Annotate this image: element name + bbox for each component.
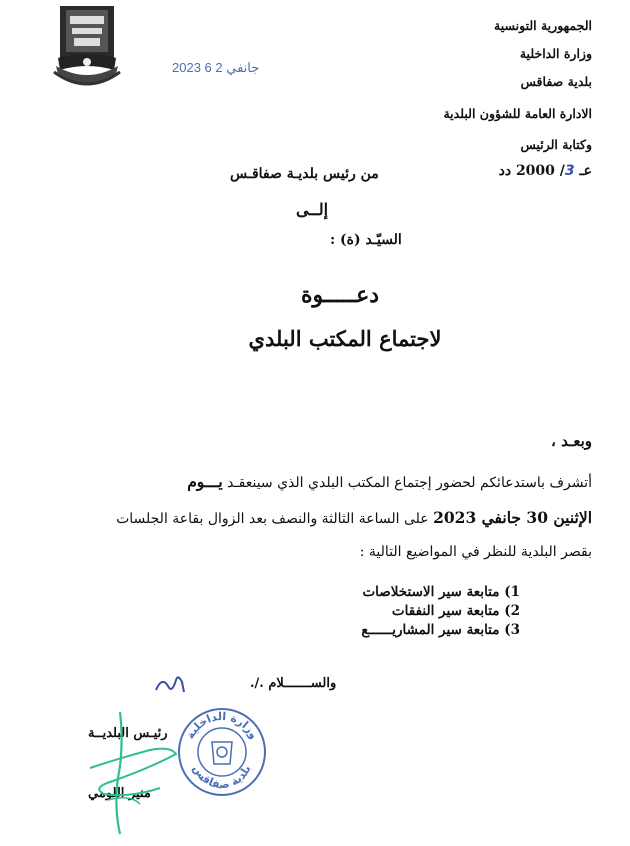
agenda-item-number: 1) — [504, 584, 520, 600]
agenda-list — [260, 584, 520, 641]
agenda-item — [260, 603, 520, 622]
reference-prefix: عـ — [579, 163, 592, 179]
reference-suffix: دد — [498, 163, 512, 179]
seal-top-text: وزارة الداخلية — [183, 709, 261, 742]
document-subtitle: لاجتماع المكتب البلدي — [248, 326, 442, 351]
reference-number: عـ 3/ 2000 دد — [498, 163, 592, 179]
municipality-logo — [52, 0, 122, 88]
body-line-1 — [187, 472, 592, 491]
closing-line: والســـــــلام ./. — [250, 676, 337, 691]
recipient-line: السيّـد (ة) : — [330, 232, 402, 248]
svg-text:وزارة الداخلية — [183, 710, 260, 741]
seal-bottom-text: بلدية صفاقس — [190, 762, 254, 792]
to-line: إلــى — [296, 200, 329, 219]
header-ministry: وزارة الداخلية — [519, 46, 592, 61]
body-line-2 — [116, 508, 592, 527]
agenda-item — [260, 584, 520, 603]
meeting-date: الإثنين 30 جانفي 2023 — [433, 508, 592, 527]
header-municipality: بلدية صفاقس — [520, 74, 592, 89]
reference-number-value: 2000 — [515, 163, 555, 179]
agenda-item — [260, 622, 520, 641]
body-line-3: بقصر البلدية للنظر في المواضيع التالية : — [359, 544, 592, 560]
header-department: الادارة العامة للشؤون البلدية — [443, 106, 592, 121]
header-office: وكتابة الرئيس — [520, 137, 592, 152]
signature-name: منير اللومي — [88, 786, 151, 801]
agenda-item-text: متابعة سير المشاريــــــع — [361, 622, 500, 638]
reference-handwritten: 3 — [564, 163, 575, 179]
from-line: من رئيس بلديـة صفاقـس — [230, 166, 379, 182]
agenda-item-text: متابعة سير الاستخلاصات — [362, 584, 500, 600]
body-line-2-text: على الساعة الثالثة والنصف بعد الزوال بقاعة الجلسات — [116, 511, 434, 527]
agenda-item-text: متابعة سير النفقات — [391, 603, 500, 619]
svg-text:بلدية صفاقس — [190, 762, 253, 791]
salutation: وبعـد ، — [551, 432, 592, 450]
handwritten-initial — [152, 672, 188, 698]
handwritten-signature — [80, 708, 180, 838]
document-title: دعـــــوة — [300, 282, 380, 308]
received-date-stamp: 2023 جانفي 2 6 — [172, 60, 260, 75]
signature-title: رئيـس البلديــة — [88, 726, 168, 741]
official-seal — [176, 706, 268, 798]
body-line-1-text: أتشرف باستدعائكم لحضور إجتماع المكتب البلدي الذي سينعقـد — [222, 475, 592, 491]
header-country: الجمهورية التونسية — [494, 18, 592, 33]
body-line-1-bold: يـــوم — [187, 472, 223, 491]
agenda-item-number: 2) — [504, 603, 520, 619]
agenda-item-number: 3) — [504, 622, 520, 638]
